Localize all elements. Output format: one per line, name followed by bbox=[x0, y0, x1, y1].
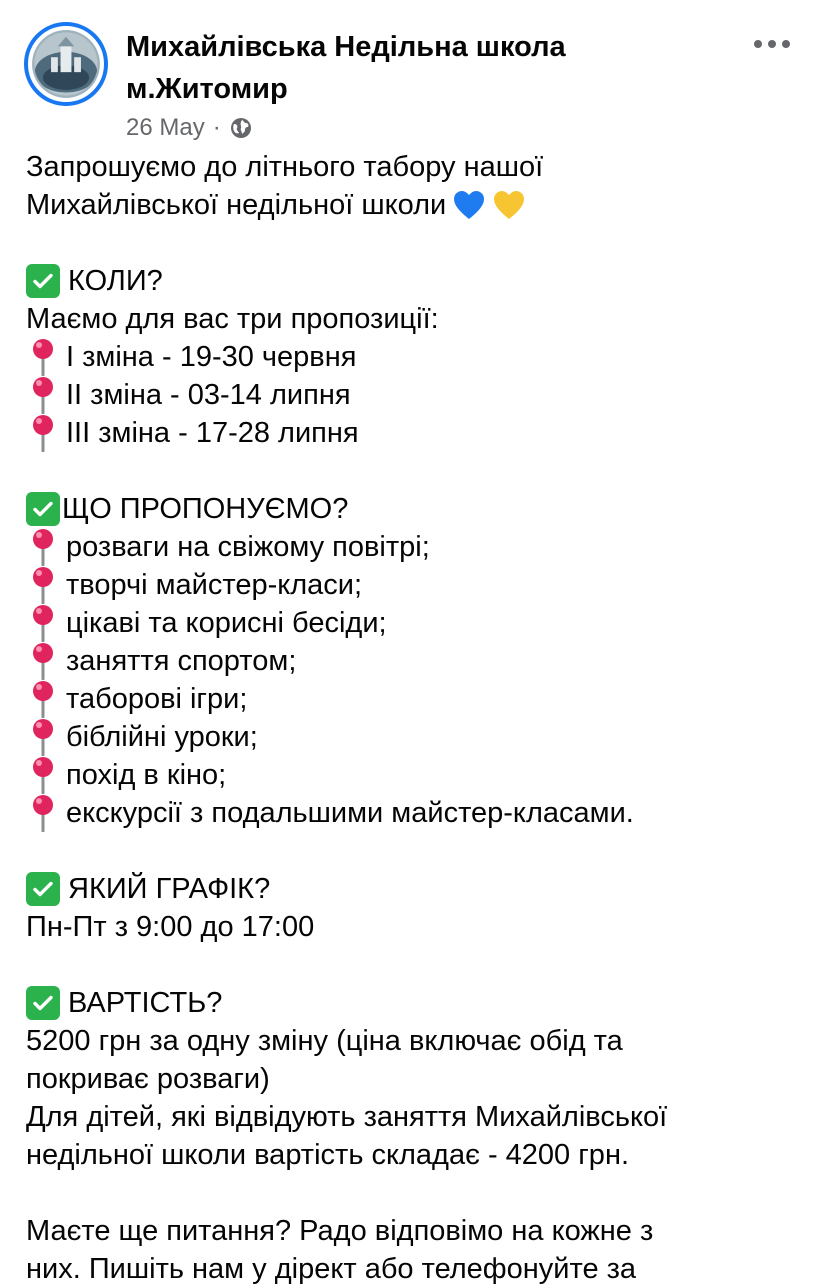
more-options-button[interactable] bbox=[746, 24, 798, 64]
avatar-image-icon bbox=[32, 30, 100, 98]
page-name-link[interactable]: Михайлівська Недільна школа м.Житомир bbox=[126, 31, 566, 105]
price-text: Для дітей, які відвідують заняття Михайлівської bbox=[26, 1101, 668, 1133]
list-item bbox=[26, 414, 801, 452]
questions-text: Маєте ще питання? Радо відповімо на кожне з bbox=[26, 1215, 654, 1247]
heading-text: ВАРТІСТЬ? bbox=[68, 987, 223, 1019]
list-item bbox=[26, 338, 801, 376]
intro-line-with-hearts bbox=[26, 186, 801, 224]
list-item-text: екскурсії з подальшими майстер-класами. bbox=[66, 797, 634, 829]
section-heading-price bbox=[26, 984, 801, 1022]
pushpin-icon bbox=[26, 566, 60, 604]
list-item-text: творчі майстер-класи; bbox=[66, 569, 363, 601]
schedule-text: Пн-Пт з 9:00 до 17:00 bbox=[26, 911, 315, 943]
more-dot-icon bbox=[782, 40, 790, 48]
price-text: покриває розваги) bbox=[26, 1063, 270, 1095]
globe-icon[interactable] bbox=[229, 116, 253, 140]
check-mark-icon bbox=[26, 264, 60, 298]
pushpin-icon bbox=[26, 528, 60, 566]
list-item bbox=[26, 376, 801, 414]
pushpin-icon bbox=[26, 794, 60, 832]
section-heading-schedule bbox=[26, 870, 801, 908]
heading-text: КОЛИ? bbox=[68, 265, 163, 297]
pushpin-icon bbox=[26, 414, 60, 452]
post-meta bbox=[126, 112, 253, 144]
list-item-text: цікаві та корисні бесіди; bbox=[66, 607, 387, 639]
pushpin-icon bbox=[26, 642, 60, 680]
price-text: 5200 грн за одну зміну (ціна включає обід та bbox=[26, 1025, 623, 1057]
section-heading-offer bbox=[26, 490, 801, 528]
post-body bbox=[26, 148, 801, 1288]
blue-heart-icon bbox=[452, 189, 486, 221]
pushpin-icon bbox=[26, 604, 60, 642]
pushpin-icon bbox=[26, 680, 60, 718]
list-item-text: похід в кіно; bbox=[66, 759, 227, 791]
when-text: Маємо для вас три пропозиції: bbox=[26, 303, 439, 335]
list-item-text: біблійні уроки; bbox=[66, 721, 258, 753]
section-heading-when bbox=[26, 262, 801, 300]
list-item-text: заняття спортом; bbox=[66, 645, 297, 677]
intro-line: Михайлівської недільної школи bbox=[26, 189, 447, 221]
yellow-heart-icon bbox=[492, 189, 526, 221]
list-item-text: II зміна - 03-14 липня bbox=[66, 379, 351, 411]
check-mark-icon bbox=[26, 872, 60, 906]
check-mark-icon bbox=[26, 986, 60, 1020]
list-item bbox=[26, 642, 801, 680]
page-avatar[interactable] bbox=[24, 22, 108, 106]
list-item bbox=[26, 756, 801, 794]
price-text: недільної школи вартість складає - 4200 грн. bbox=[26, 1139, 630, 1171]
list-item-text: I зміна - 19-30 червня bbox=[66, 341, 357, 373]
list-item bbox=[26, 680, 801, 718]
list-item-text: III зміна - 17-28 липня bbox=[66, 417, 359, 449]
more-dot-icon bbox=[754, 40, 762, 48]
list-item bbox=[26, 718, 801, 756]
list-item bbox=[26, 528, 801, 566]
heading-text: ЯКИЙ ГРАФІК? bbox=[68, 873, 271, 905]
pushpin-icon bbox=[26, 338, 60, 376]
heading-text: ЩО ПРОПОНУЄМО? bbox=[62, 493, 349, 525]
pushpin-icon bbox=[26, 756, 60, 794]
list-item bbox=[26, 566, 801, 604]
post-date-link[interactable]: 26 May bbox=[126, 114, 205, 141]
pushpin-icon bbox=[26, 718, 60, 756]
list-item bbox=[26, 794, 801, 832]
list-item-text: розваги на свіжому повітрі; bbox=[66, 531, 430, 563]
check-mark-icon bbox=[26, 492, 60, 526]
list-item-text: таборові ігри; bbox=[66, 683, 248, 715]
meta-separator: · bbox=[212, 114, 221, 141]
questions-text: них. Пишіть нам у дірект або телефонуйте за bbox=[26, 1253, 637, 1285]
post-header bbox=[0, 0, 817, 150]
list-item bbox=[26, 604, 801, 642]
more-dot-icon bbox=[768, 40, 776, 48]
intro-line: Запрошуємо до літнього табору нашої bbox=[26, 151, 544, 183]
pushpin-icon bbox=[26, 376, 60, 414]
